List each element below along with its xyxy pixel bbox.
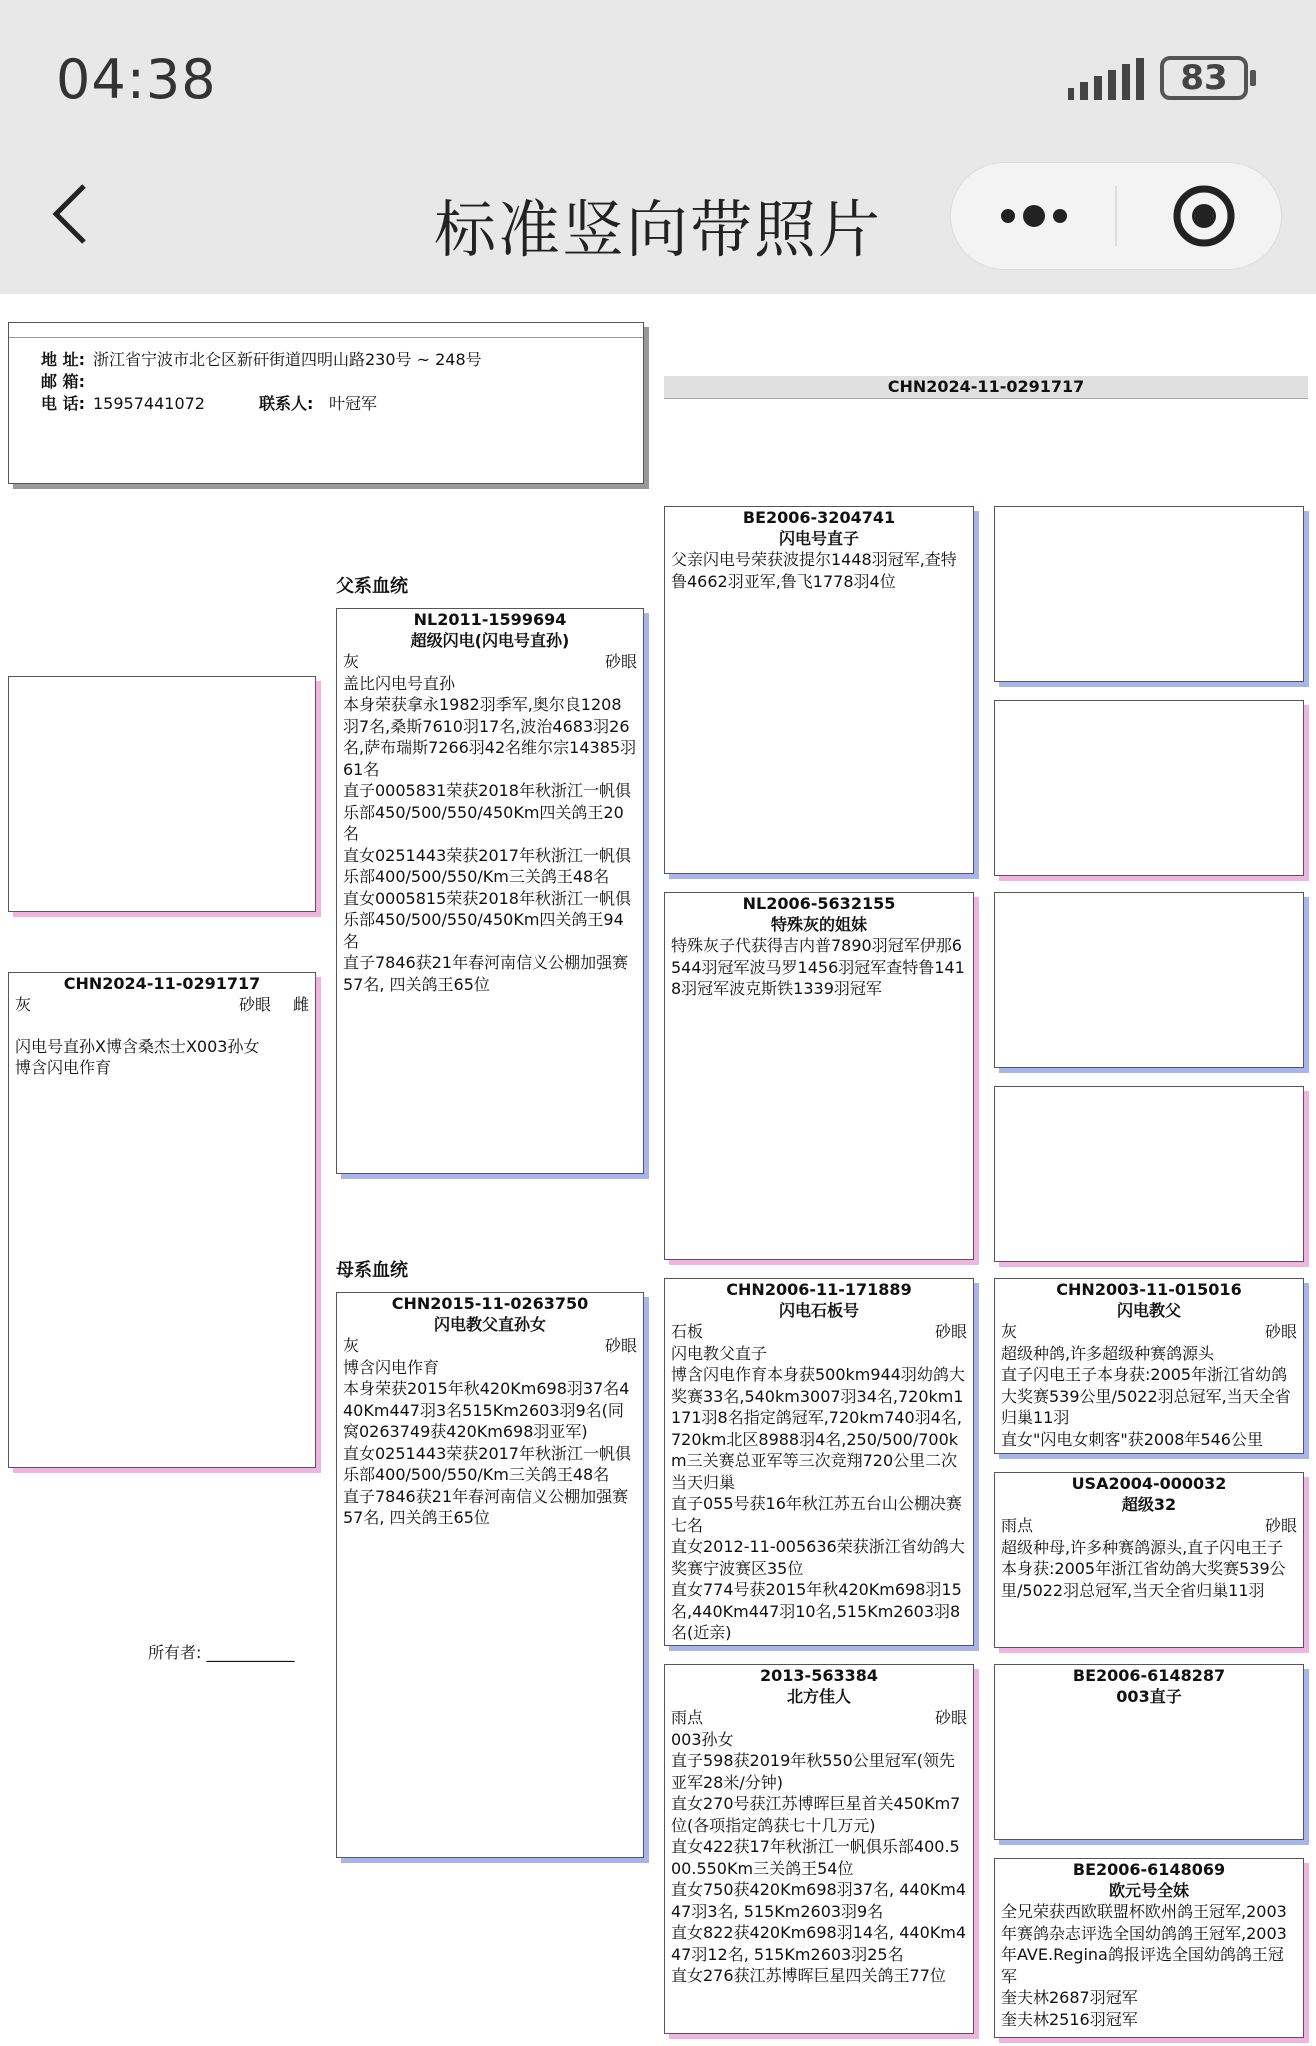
dsd-eye: 砂眼 bbox=[1264, 1516, 1297, 1535]
close-target-icon[interactable] bbox=[1170, 182, 1238, 250]
ddd-desc: 全兄荣获西欧联盟杯欧州鸽王冠军,2003年赛鸽杂志评选全国幼鸽鸽王冠军,2003年AVE.Regina鸽报评选全国幼鸽鸽王冠军 奎夫林2687羽冠军 奎夫林2516羽冠军 bbox=[1001, 1902, 1287, 2029]
dss-eye: 砂眼 bbox=[1264, 1322, 1297, 1341]
divider bbox=[664, 398, 1308, 399]
dam-eye: 砂眼 bbox=[604, 1336, 637, 1355]
battery-tip bbox=[1250, 70, 1256, 86]
dds-name: 003直子 bbox=[1116, 1687, 1182, 1706]
sire-section-label: 父系血统 bbox=[336, 576, 408, 597]
postal-label: 邮 箱: bbox=[41, 372, 85, 391]
empty-ancestor-card bbox=[994, 700, 1304, 876]
photo-placeholder bbox=[8, 676, 316, 912]
address-label: 地 址: bbox=[41, 350, 85, 369]
dsd-color: 雨点 bbox=[1001, 1516, 1034, 1535]
capsule-divider bbox=[1115, 186, 1117, 246]
phone-label: 电 话: bbox=[41, 394, 85, 413]
sd-name: 特殊灰的姐妹 bbox=[770, 915, 867, 934]
dd-color: 雨点 bbox=[671, 1708, 704, 1727]
dd-eye: 砂眼 bbox=[934, 1708, 967, 1727]
ds-desc: 闪电教父直子 博含闪电作育本身获500km944羽幼鸽大奖赛33名,540km3007羽34名,720km1171羽8名指定鸽冠军,720km740羽4名,720km北区8988羽4名,250/500/700km三关赛总亚军等三次竞翔720公里二次当天归巢 直子055号获16年秋江苏五台山公棚决赛七名 直女2012-11-005636荣获浙江省幼鸽大奖赛宁波赛区35位 直女774号获2015年秋420Km698羽15名,440Km447羽10名,515Km2603羽8名(近亲) bbox=[671, 1343, 965, 1642]
dam-dam-dam-card bbox=[994, 1858, 1304, 2038]
subject-sex: 雌 bbox=[292, 995, 309, 1014]
dam-card bbox=[336, 1292, 644, 1858]
sire-ring: NL2011-1599694 bbox=[413, 610, 567, 629]
dds-ring: BE2006-6148287 bbox=[1072, 1666, 1226, 1685]
ss-ring: BE2006-3204741 bbox=[742, 508, 896, 527]
dsd-desc: 超级种母,许多种赛鸽源头,直子闪电王子本身获:2005年浙江省幼鸽大奖赛539公里/5022羽总冠军,当天全省归巢11羽 bbox=[1001, 1537, 1286, 1600]
ddd-name: 欧元号全妹 bbox=[1108, 1881, 1189, 1900]
dam-sire-dam-card bbox=[994, 1472, 1304, 1648]
subject-desc: 闪电号直孙X博含桑杰士X003孙女 博含闪电作育 bbox=[15, 1036, 260, 1077]
subject-color: 灰 bbox=[15, 995, 32, 1014]
ss-name: 闪电号直子 bbox=[778, 529, 859, 548]
dd-name: 北方佳人 bbox=[786, 1687, 851, 1706]
dam-name: 闪电教父直孙女 bbox=[433, 1315, 546, 1334]
ds-name: 闪电石板号 bbox=[778, 1301, 859, 1320]
dd-desc: 003孙女 直子598获2019年秋550公里冠军(领先亚军28米/分钟) 直女270号获江苏博晖巨星首关450Km7位(各项指定鸽获七十几万元) 直女422获17年秋浙江一帆俱乐部400.500.550Km三关鸽王54位 直女750获420Km698羽37名, 440Km447羽3名, 515Km2603羽9名 直女822获420Km698羽14名, 440Km447羽12名, 515Km2603羽25名 直女276获江苏博晖巨星四关鸽王77位 bbox=[671, 1729, 967, 1985]
dsd-ring: USA2004-000032 bbox=[1071, 1474, 1227, 1493]
dss-desc: 超级种鸽,许多超级种赛鸽源头 直子闪电王子本身获:2005年浙江省幼鸽大奖赛539公里/5022羽总冠军,当天全省归巢11羽 直女"闪电女刺客"获2008年546公里 bbox=[1001, 1343, 1291, 1449]
dam-sire-card bbox=[664, 1278, 974, 1646]
sd-desc: 特殊灰子代获得吉内普7890羽冠军伊那6544羽冠军波马罗1456羽冠军查特鲁1418羽冠军波克斯铁1339羽冠军 bbox=[671, 936, 965, 998]
dam-color: 灰 bbox=[343, 1336, 360, 1355]
phone-value: 15957441072 bbox=[93, 394, 205, 413]
dsd-name: 超级32 bbox=[1121, 1495, 1177, 1514]
subject-eye: 砂眼 bbox=[238, 995, 271, 1014]
subject-ring: CHN2024-11-0291717 bbox=[63, 974, 261, 993]
sire-desc: 盖比闪电号直孙 本身荣获拿永1982羽季军,奥尔良1208羽7名,桑斯7610羽17名,波治4683羽26名,萨布瑞斯7266羽42名维尔宗14385羽61名 直子0005831荣获2018年秋浙江一帆俱乐部450/500/550/450Km四关鸽王20名 直女0251443荣获2017年秋浙江一帆俱乐部400/500/550/Km三关鸽王48名 直女0005815荣获2018年秋浙江一帆俱乐部450/500/550/450Km四关鸽王94名 直子7846获21年春河南信义公棚加强赛57名, 四关鸽王65位 bbox=[343, 673, 637, 994]
sire-color: 灰 bbox=[343, 652, 360, 671]
dss-color: 灰 bbox=[1001, 1322, 1018, 1341]
ss-desc: 父亲闪电号荣获波提尔1448羽冠军,查特鲁4662羽亚军,鲁飞1778羽4位 bbox=[671, 550, 957, 591]
more-icon[interactable] bbox=[990, 180, 1110, 252]
dam-sire-sire-card bbox=[994, 1278, 1304, 1454]
ddd-ring: BE2006-6148069 bbox=[1072, 1860, 1226, 1879]
sire-sire-card bbox=[664, 506, 974, 874]
subject-card bbox=[8, 972, 316, 1468]
sd-ring: NL2006-5632155 bbox=[742, 894, 896, 913]
dss-name: 闪电教父 bbox=[1116, 1301, 1181, 1320]
dss-ring: CHN2003-11-015016 bbox=[1056, 1280, 1242, 1299]
battery-icon: 83 bbox=[1160, 56, 1248, 100]
person-label: 联系人: bbox=[259, 394, 314, 413]
ds-color: 石板 bbox=[671, 1322, 704, 1341]
ds-eye: 砂眼 bbox=[934, 1322, 967, 1341]
contact-box bbox=[8, 322, 644, 484]
sire-card bbox=[336, 608, 644, 1174]
empty-ancestor-card bbox=[994, 506, 1304, 682]
owner-label: 所有者: ___________ bbox=[148, 1643, 295, 1662]
address-value: 浙江省宁波市北仑区新矸街道四明山路230号 ~ 248号 bbox=[93, 350, 482, 369]
person-value: 叶冠军 bbox=[329, 394, 378, 413]
sire-name: 超级闪电(闪电号直孙) bbox=[410, 631, 570, 650]
dam-dam-card bbox=[664, 1664, 974, 2034]
dam-desc: 博含闪电作育 本身荣获2015年秋420Km698羽37名440Km447羽3名515Km2603羽9名(同窝0263749获420Km698羽亚军) 直女0251443荣获2017年秋浙江一帆俱乐部400/500/550/Km三关鸽王48名 直子7846获21年春河南信义公棚加强赛57名, 四关鸽王65位 bbox=[343, 1357, 631, 1527]
dd-ring: 2013-563384 bbox=[760, 1666, 878, 1685]
pedigree-ring-header: CHN2024-11-0291717 bbox=[664, 376, 1308, 398]
dam-section-label: 母系血统 bbox=[336, 1260, 408, 1281]
page-title: 标准竖向带照片 bbox=[433, 193, 882, 266]
dam-dam-sire-card bbox=[994, 1664, 1304, 1840]
empty-ancestor-card bbox=[994, 892, 1304, 1068]
sire-dam-card bbox=[664, 892, 974, 1260]
divider bbox=[9, 337, 643, 338]
sire-eye: 砂眼 bbox=[604, 652, 637, 671]
ds-ring: CHN2006-11-171889 bbox=[726, 1280, 912, 1299]
signal-icon bbox=[1066, 58, 1148, 100]
dam-ring: CHN2015-11-0263750 bbox=[391, 1294, 589, 1313]
empty-ancestor-card bbox=[994, 1086, 1304, 1262]
status-time: 04:38 bbox=[56, 48, 217, 111]
